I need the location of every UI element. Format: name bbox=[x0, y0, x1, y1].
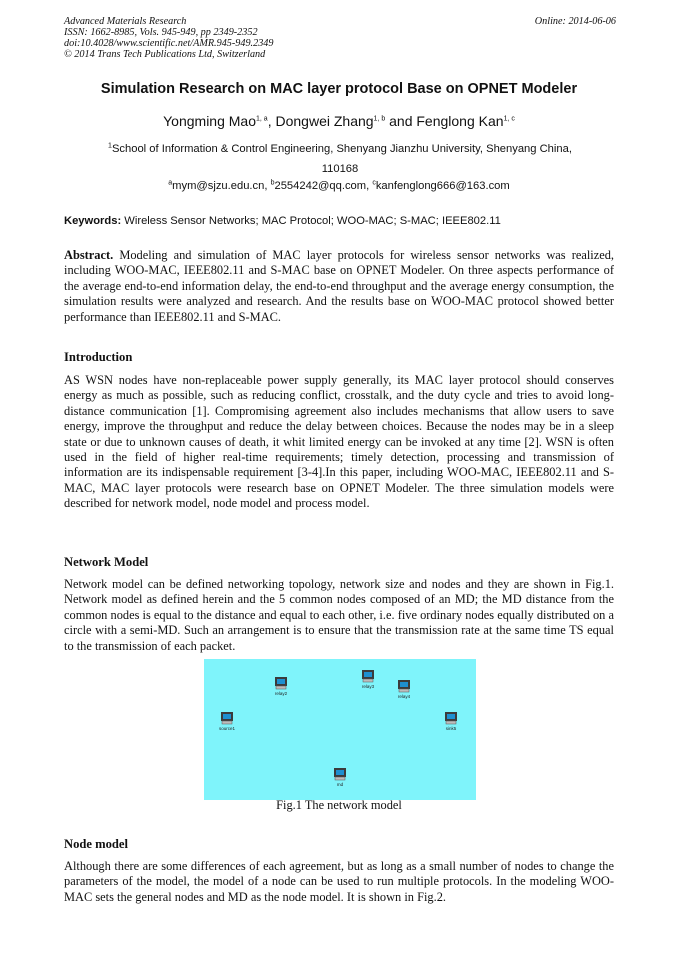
network-node bbox=[261, 676, 301, 696]
abstract bbox=[64, 248, 614, 325]
section-heading-network-model: Network Model bbox=[64, 555, 149, 569]
network-model-figure bbox=[204, 659, 476, 800]
keywords-label: Keywords: bbox=[64, 215, 122, 227]
author-separator: , bbox=[267, 113, 276, 129]
author-separator: and bbox=[385, 113, 417, 129]
journal-name: Advanced Materials Research bbox=[64, 16, 187, 27]
network-model-text: Network model can be defined networking topology, network size and nodes and they are shown in Fig.1. Network model as defined herein and the 5 common nodes composed of an MD; the MD distance from the common nodes is equal to the distance and equal to each other, i.e. five ordinary nodes equally distributed on a circle with a semi-MD. Such an arrangement is to ensure that the transmission rate at the same time TS equal to the transmission of each packet. bbox=[64, 577, 614, 653]
running-header bbox=[64, 16, 616, 60]
abstract-label: Abstract. bbox=[64, 248, 114, 262]
network-node bbox=[348, 669, 388, 689]
affiliation-text: School of Information & Control Engineering, Shenyang Jianzhu University, Shenyang China, 110168 bbox=[111, 143, 572, 175]
node-label: relay4 bbox=[397, 694, 411, 699]
section-heading-introduction: Introduction bbox=[64, 350, 133, 364]
email-superscript: b bbox=[270, 179, 275, 187]
network-node bbox=[207, 711, 247, 731]
figure-caption: Fig.1 The network model bbox=[276, 798, 402, 812]
node-label: sink5 bbox=[445, 726, 457, 731]
author-superscript: 1, a bbox=[256, 115, 268, 123]
doi-line: doi:10.4028/www.scientific.net/AMR.945-949.2349 bbox=[64, 38, 274, 49]
node-label: md bbox=[336, 782, 344, 787]
abstract-text: Modeling and simulation of MAC layer protocols for wireless sensor networks was realized, including WOO-MAC, IEEE802.11 and S-MAC base on OPNET Modeler. On three aspects performance of the average end-to-end information delay, the end-to-end throughput and the average energy consumption, the simulation results were analyzed and research. And the results base on WOO-MAC protocol showed better performance than IEEE802.11 and S-MAC. bbox=[64, 248, 614, 324]
email-superscript: a bbox=[168, 179, 173, 187]
node-label: relay2 bbox=[274, 691, 288, 696]
issn-line: ISSN: 1662-8985, Vols. 945-949, pp 2349-2352 bbox=[64, 27, 258, 38]
workstation-icon bbox=[361, 669, 376, 683]
author-superscript: 1, b bbox=[373, 115, 386, 123]
online-date: Online: 2014-06-06 bbox=[534, 16, 616, 27]
paper-title: Simulation Research on MAC layer protocol Base on OPNET Modeler bbox=[100, 81, 578, 97]
author-superscript: 1, c bbox=[503, 115, 515, 123]
workstation-icon bbox=[333, 767, 348, 781]
keywords bbox=[64, 215, 616, 227]
author-name: Dongwei Zhang bbox=[275, 113, 374, 129]
author-name: Fenglong Kan bbox=[416, 113, 504, 129]
email-address: kanfenglong666@163.com bbox=[375, 180, 510, 192]
node-label: relay3 bbox=[361, 684, 375, 689]
network-node bbox=[320, 767, 360, 787]
email-address: mym@sjzu.edu.cn, bbox=[172, 180, 271, 192]
workstation-icon bbox=[397, 679, 412, 693]
email-address: 2554242@qq.com, bbox=[274, 180, 373, 192]
email-list bbox=[0, 180, 678, 192]
workstation-icon bbox=[274, 676, 289, 690]
email-superscript: c bbox=[372, 179, 376, 187]
node-label: source1 bbox=[218, 726, 235, 731]
network-node bbox=[431, 711, 471, 731]
author-list bbox=[0, 113, 678, 129]
affiliation-superscript: 1 bbox=[108, 142, 112, 150]
keywords-text: Wireless Sensor Networks; MAC Protocol; WOO-MAC; S-MAC; IEEE802.11 bbox=[121, 215, 501, 227]
node-model-text: Although there are some differences of each agreement, but as long as a small number of nodes to change the parameters of the model, the model of a node can be used to run multiple protocols. In the modeling WOO-MAC sets the general nodes and MD as the node model. It is shown in Fig.2. bbox=[64, 859, 614, 904]
introduction-text: AS WSN nodes have non-replaceable power supply generally, its MAC layer protocol should conserves energy as much as possible, such as reducing conflict, crosstalk, and the duty cycle and tries to avoid long-distance communication [1]. Compromising agreement also includes mechanisms that allow users to save energy, improve the throughput and reduce the delay between choices. Because the nodes may be in a sleep state or due to unknown causes of death, it whit limited energy can be invoked at any time [2]. WSN is often used in the field of higher real-time requirements; timely detection, processing and transmission of information are its indispensable requirement [3-4].In this paper, including WOO-MAC, IEEE802.11 and S-MAC, MAC layer protocols were research base on OPNET Modeler. The three simulation models were described for network model, node model and process model. bbox=[64, 373, 614, 511]
workstation-icon bbox=[444, 711, 459, 725]
affiliation bbox=[95, 139, 585, 179]
workstation-icon bbox=[220, 711, 235, 725]
copyright-line: © 2014 Trans Tech Publications Ltd, Switzerland bbox=[64, 49, 266, 60]
author-name: Yongming Mao bbox=[163, 113, 257, 129]
network-node bbox=[384, 679, 424, 699]
section-heading-node-model: Node model bbox=[64, 837, 129, 851]
